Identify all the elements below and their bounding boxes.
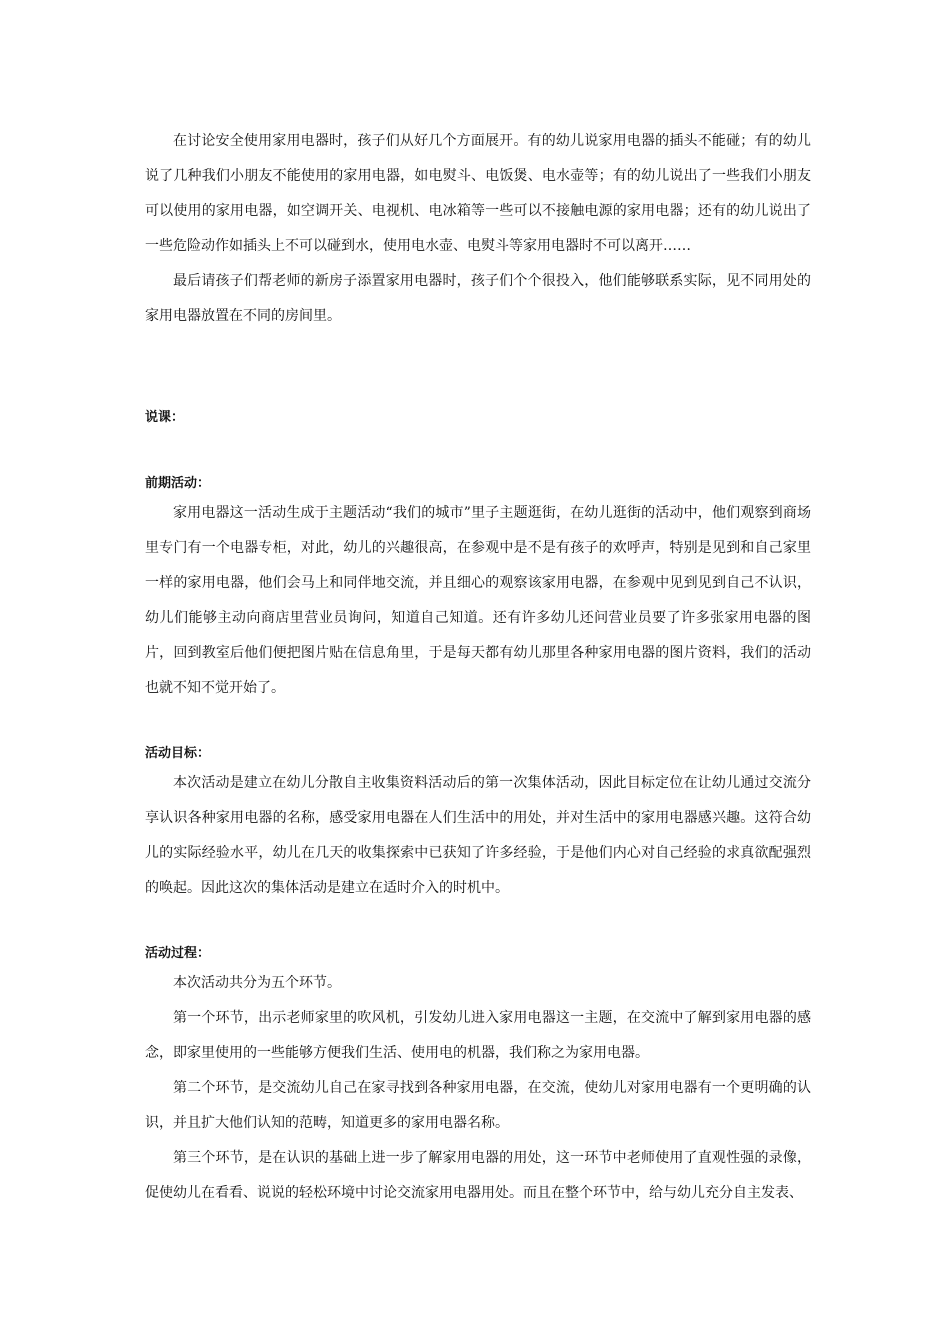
section-heading-qianqi: 前期活动：: [145, 476, 211, 491]
section-heading-shuoke: 说课：: [145, 410, 185, 425]
intro-paragraph-2: 最后请孩子们帮老师的新房子添置家用电器时，孩子们个个很投入，他们能够联系实际，见不同用处的家用电器放置在不同的房间里。: [145, 273, 811, 324]
guocheng-paragraph-2: 第一个环节，出示老师家里的吹风机，引发幼儿进入家用电器这一主题，在交流中了解到家用电器的感念，即家里使用的一些能够方便我们生活、使用电的机器，我们称之为家用电器。: [145, 1010, 811, 1061]
qianqi-paragraph: 家用电器这一活动生成于主题活动“我们的城市”里子主题逛街，在幼儿逛街的活动中，他们观察到商场里专门有一个电器专柜，对此，幼儿的兴趣很高，在参观中是不是有孩子的欢呼声，特别是见到和自己家里一样的家用电器，他们会马上和同伴地交流，并且细心的观察该家用电器，在参观中见到见到自己不认识，幼儿们能够主动向商店里营业员询问，知道自己知道。还有许多幼儿还问营业员要了许多张家用电器的图片，回到教室后他们便把图片贴在信息角里，于是每天都有幼儿那里各种家用电器的图片资料，我们的活动也就不知不觉开始了。: [145, 505, 811, 696]
section-heading-guocheng: 活动过程：: [145, 946, 211, 961]
guocheng-paragraph-4: 第三个环节，是在认识的基础上进一步了解家用电器的用处，这一环节中老师使用了直观性强的录像，促使幼儿在看看、说说的轻松环境中讨论交流家用电器用处。而且在整个环节中，给与幼儿充分自主发表、: [145, 1150, 811, 1201]
mubiao-paragraph: 本次活动是建立在幼儿分散自主收集资料活动后的第一次集体活动，因此目标定位在让幼儿通过交流分享认识各种家用电器的名称，感受家用电器在人们生活中的用处，并对生活中的家用电器感兴趣。这符合幼儿的实际经验水平，幼儿在几天的收集探索中已获知了许多经验，于是他们内心对自己经验的求真欲配强烈的唤起。因此这次的集体活动是建立在适时介入的时机中。: [145, 775, 811, 896]
document-body: [145, 124, 811, 1211]
guocheng-paragraph-1: 本次活动共分为五个环节。: [173, 975, 341, 991]
intro-paragraph-1: 在讨论安全使用家用电器时，孩子们从好几个方面展开。有的幼儿说家用电器的插头不能碰；有的幼儿说了几种我们小朋友不能使用的家用电器，如电熨斗、电饭煲、电水壶等；有的幼儿说出了一些我们小朋友可以使用的家用电器，如空调开关、电视机、电冰箱等一些可以不接触电源的家用电器；还有的幼儿说出了一些危险动作如插头上不可以碰到水，使用电水壶、电熨斗等家用电器时不可以离开……: [145, 133, 811, 254]
section-heading-mubiao: 活动目标：: [145, 746, 211, 761]
guocheng-paragraph-3: 第二个环节，是交流幼儿自己在家寻找到各种家用电器，在交流，使幼儿对家用电器有一个更明确的认识，并且扩大他们认知的范畴，知道更多的家用电器名称。: [145, 1080, 811, 1131]
